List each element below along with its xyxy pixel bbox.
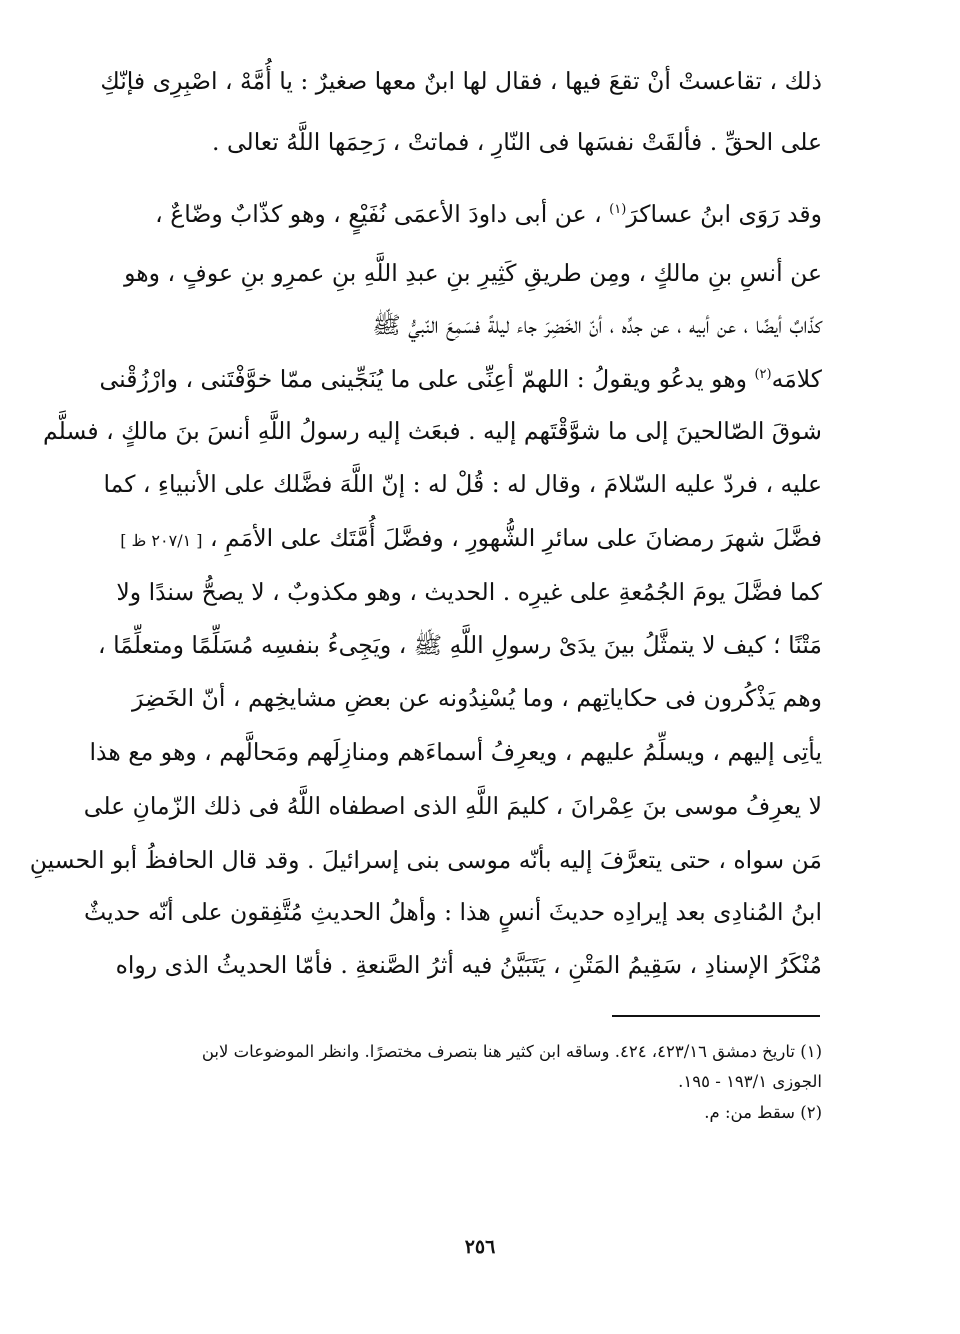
text-line: على الحقِّ . فألقَتْ نفسَها فى النّارِ ، فماتتْ ، رَحِمَها اللَّهُ تعالى . (212, 128, 822, 156)
text-line: عليه ، فردّ عليه السّلامَ ، وقال له : قُلْ له : إنّ اللَّهَ فضَّلك على الأنبياءِ ، كما (103, 470, 822, 498)
page-number: ٢٥٦ (464, 1236, 496, 1258)
text-line: مَتْنًا ؛ كيف لا يتمثَّلُ بينَ يدَىْ رسولِ اللَّهِ ﷺ ، ويَجِىءُ بنفسِه مُسَلِّمًا ومتعلِّمًا ، (98, 631, 822, 659)
text-line-with-footnote (100, 364, 822, 394)
text-line: مَن سواه ، حتى يتعرَّفَ إليه بأنّه موسى بنى إسرائيلَ . وقد قال الحافظُ أبو الحسينِ (29, 846, 822, 874)
footnote-separator (612, 1015, 820, 1017)
text-segment: ، عن أبى داودَ الأعمَى نُفَيْعٍ ، وهو كذّابٌ وضّاعٌ ، (155, 200, 602, 228)
footnote-ref-2: (٢) (754, 367, 772, 383)
text-line: كذّابٌ أيضًا ، عن أبيه ، عن جدِّه ، أنّ الخَضِرَ جاء ليلةً فسَمِعَ النّبيُّ ﷺ (372, 311, 822, 339)
text-line: لا يعرِفُ موسى بنَ عِمْرانَ ، كليمَ اللَّهِ الذى اصطفاه اللَّهُ فى ذلك الزّمانِ على (83, 792, 822, 820)
footnote-line: الجوزى ١٩٣/١ - ١٩٥. (678, 1072, 822, 1091)
text-line: وهم يَذْكُرون فى حكاياتِهم ، وما يُسْنِدُونه عن بعضِ مشايخِهم ، أنّ الخَضِرَ (131, 684, 822, 712)
text-line: ذلك ، تقاعستْ أنْ تقعَ فيها ، فقال لها ابنٌ معها صغيرٌ : يا أُمَّهْ ، اصْبِرِى فإنّكِ (100, 67, 822, 95)
text-line: كما فضَّلَ يومَ الجُمُعةِ على غيرِه . الحديث ، وهو مكذوبٌ ، لا يصحُّ سندًا ولا (116, 578, 822, 606)
text-line: مُنْكَرُ الإسنادِ ، سَقِيمُ المَتْنِ ، يَتَبَيَّنُ فيه أثرُ الصَّنعةِ . فأمّا الحديثُ الذى رواه (115, 951, 822, 979)
text-line: عن أنسِ بنِ مالكٍ ، ومِن طريقِ كَثِيرِ بنِ عبدِ اللَّهِ بنِ عمرِو بنِ عوفٍ ، وهو (124, 259, 822, 287)
manuscript-folio-marker: [ ٢٠٧/١ ظ ] (120, 531, 203, 550)
text-line-with-marker (120, 523, 822, 556)
footnote-line: (٢) سقط من: م. (704, 1103, 822, 1122)
text-segment: وهو يدعُو ويقولُ : اللهمّ أعِنِّى على ما يُنَجِّينى ممّا خوَّفْتَنى ، وارْزُقْنى (99, 365, 747, 393)
text-line: ابنُ المُنادِى بعد إيرادِه حديثَ أنسٍ هذا : وأهلُ الحديثِ مُتَّفِقون على أنّه حديثٌ (84, 898, 822, 926)
text-line-with-footnote (155, 199, 822, 229)
text-segment: وقد رَوَى ابنُ عساكرَ (626, 200, 822, 228)
text-line: يأتِى إليهم ، ويسلِّمُ عليهم ، ويعرِفُ أسماءَهم ومنازِلَهم ومَحالَّهم ، وهو مع هذا (89, 738, 822, 766)
footnote-line: (١) تاريخ دمشق ٤٢٣/١٦، ٤٢٤. وساقه ابن كثير هنا بتصرف مختصرًا. وانظر الموضوعات لابن (201, 1042, 822, 1061)
footnote-ref-1: (١) (609, 202, 627, 218)
text-segment: فضَّلَ شهرَ رمضانَ على سائرِ الشُّهورِ ، وفضَّلَ أُمَّتَك على الأمَمِ ، (209, 524, 822, 552)
text-line: شوقَ الصّالحينَ إلى ما شوَّقْتَهم إليه . فبعَث إليه رسولُ اللَّهِ أنسَ بنَ مالكٍ ، فسلَّم (43, 417, 822, 445)
text-segment: كلامَه (771, 365, 822, 393)
